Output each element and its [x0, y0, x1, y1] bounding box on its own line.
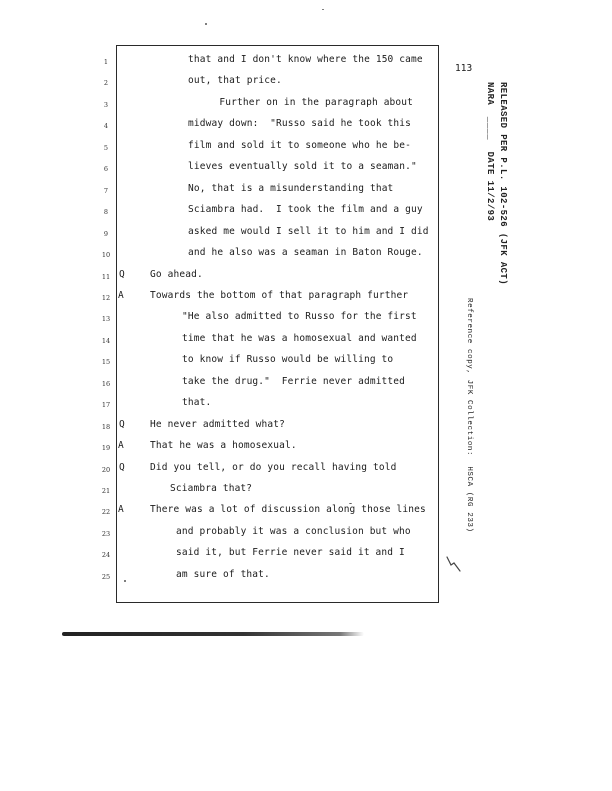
- scan-speck: [124, 580, 126, 582]
- testimony-text: There was a lot of discussion along those lines: [150, 504, 426, 516]
- speaker-label: A: [118, 289, 124, 301]
- scan-artifact-bar: [62, 632, 364, 636]
- testimony-text: Did you tell, or do you recall having told: [150, 461, 397, 473]
- testimony-text: He never admitted what?: [150, 418, 285, 430]
- pen-mark-icon: [445, 555, 463, 575]
- testimony-text: lieves eventually sold it to a seaman.": [188, 161, 417, 173]
- line-number: 23: [101, 529, 111, 538]
- nara-date-stamp: NARA ____ DATE 11/2/93: [485, 82, 495, 222]
- line-number: 12: [101, 293, 111, 302]
- line-number: 11: [101, 272, 111, 281]
- testimony-text: Further on in the paragraph about: [190, 96, 414, 108]
- line-number: 25: [101, 572, 111, 581]
- reference-copy-stamp: Reference copy, JFK Collection: HSCA (RG 233): [465, 298, 473, 533]
- testimony-text: and probably it was a conclusion but who: [176, 525, 411, 537]
- testimony-text: midway down: "Russo said he took this: [188, 118, 412, 130]
- line-number: 19: [101, 444, 111, 453]
- line-number: 10: [101, 251, 111, 260]
- scan-speck: [205, 23, 207, 25]
- line-number: 24: [101, 551, 111, 560]
- scan-speck: [349, 503, 352, 504]
- testimony-text: No, that is a misunderstanding that: [188, 182, 394, 194]
- line-number: 2: [103, 79, 109, 88]
- line-number: 7: [103, 186, 109, 195]
- testimony-text: Sciambra that?: [170, 483, 253, 494]
- speaker-label: Q: [119, 418, 125, 430]
- line-number: 14: [101, 336, 111, 345]
- testimony-text: asked me would I sell it to him and I did: [188, 225, 429, 237]
- line-number: 4: [103, 122, 109, 131]
- line-number: 18: [101, 422, 111, 431]
- testimony-text: Sciambra had. I took the film and a guy: [188, 204, 423, 216]
- testimony-text: am sure of that.: [176, 568, 270, 580]
- testimony-text: time that he was a homosexual and wanted: [182, 332, 417, 344]
- testimony-text: take the drug." Ferrie never admitted: [182, 375, 406, 387]
- speaker-label: Q: [119, 268, 125, 280]
- testimony-text: and he also was a seaman in Baton Rouge.: [188, 247, 423, 259]
- line-number: 6: [103, 165, 109, 174]
- testimony-text: That he was a homosexual.: [150, 440, 297, 452]
- testimony-text: "He also admitted to Russo for the first: [182, 311, 417, 323]
- line-number: 9: [103, 229, 109, 238]
- testimony-text: to know if Russo would be willing to: [182, 354, 394, 366]
- line-number: 5: [103, 143, 109, 152]
- speaker-label: A: [118, 504, 124, 516]
- testimony-text: out, that price.: [188, 75, 282, 87]
- testimony-text: film and sold it to someone who he be-: [188, 139, 412, 151]
- testimony-text: Towards the bottom of that paragraph further: [150, 289, 409, 301]
- speaker-label: Q: [119, 461, 125, 473]
- line-number: 16: [101, 379, 111, 388]
- line-number: 21: [101, 487, 111, 495]
- testimony-text: that and I don't know where the 150 came: [188, 54, 423, 65]
- speaker-label: A: [118, 440, 124, 452]
- line-number: 22: [101, 508, 111, 517]
- page-number: 113: [455, 63, 473, 74]
- scan-speck: [322, 9, 324, 10]
- line-number: 20: [101, 465, 111, 474]
- testimony-text: said it, but Ferrie never said it and I: [176, 547, 405, 559]
- line-number: 3: [103, 100, 109, 109]
- testimony-text: Go ahead.: [150, 268, 203, 280]
- line-number: 15: [101, 358, 111, 367]
- line-number: 1: [103, 58, 109, 66]
- testimony-text: that.: [182, 397, 212, 409]
- line-number: 8: [103, 208, 109, 217]
- line-number: 13: [101, 315, 111, 324]
- line-number: 17: [101, 401, 111, 410]
- release-stamp: RELEASED PER P.L. 102-526 (JFK ACT): [498, 82, 508, 286]
